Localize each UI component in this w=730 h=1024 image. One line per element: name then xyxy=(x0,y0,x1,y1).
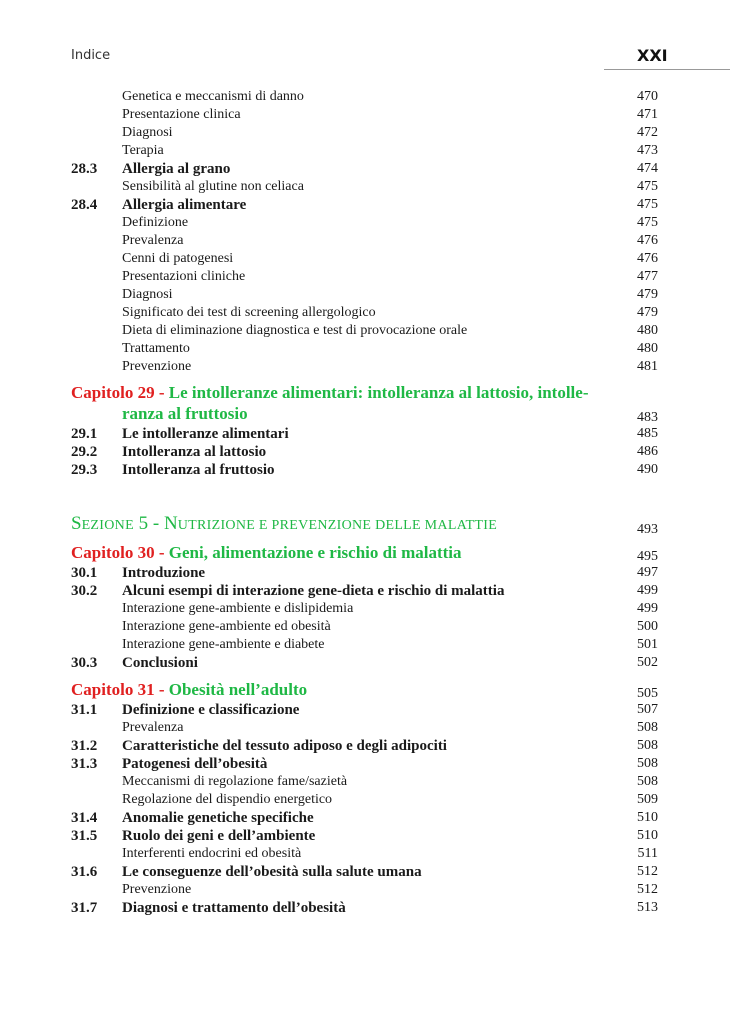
toc-title: Allergia al grano xyxy=(122,161,231,177)
toc-subsection-entry[interactable] xyxy=(0,719,730,737)
toc-page: 483 xyxy=(637,410,658,425)
toc-page: 512 xyxy=(637,864,658,879)
table-of-contents xyxy=(0,88,730,917)
toc-subsection-entry[interactable] xyxy=(0,250,730,268)
toc-title: Intolleranza al lattosio xyxy=(122,444,267,460)
toc-page: 499 xyxy=(637,583,658,598)
toc-page: 481 xyxy=(637,359,658,374)
section-title-initial: N xyxy=(164,513,178,534)
toc-page: 471 xyxy=(637,107,658,122)
header-rule xyxy=(604,69,730,70)
toc-page: 485 xyxy=(637,426,658,441)
toc-title: Genetica e meccanismi di danno xyxy=(122,89,304,104)
toc-section-number: 28.3 xyxy=(71,161,98,177)
toc-section-entry[interactable] xyxy=(0,809,730,827)
toc-page: 508 xyxy=(637,720,658,735)
toc-page: 497 xyxy=(637,565,658,580)
toc-title: Ruolo dei geni e dell’ambiente xyxy=(122,828,316,844)
toc-section-entry[interactable] xyxy=(0,461,730,479)
toc-title: Anomalie genetiche specifiche xyxy=(122,810,314,826)
chapter-29-heading[interactable] xyxy=(0,382,730,403)
toc-subsection-entry[interactable] xyxy=(0,773,730,791)
toc-section-entry[interactable] xyxy=(0,863,730,881)
toc-page: 475 xyxy=(637,215,658,230)
chapter-title: Geni, alimentazione e rischio di malattia xyxy=(168,543,462,562)
toc-subsection-entry[interactable] xyxy=(0,322,730,340)
entries-c xyxy=(0,564,730,672)
chapter-title-cont: ranza al fruttosio xyxy=(122,404,248,423)
toc-title: Prevalenza xyxy=(122,233,184,248)
toc-subsection-entry[interactable] xyxy=(0,88,730,106)
chapter-label: Capitolo 29 - xyxy=(71,383,169,402)
toc-title: Diagnosi e trattamento dell’obesità xyxy=(122,900,346,916)
section-label-rest: EZIONE xyxy=(81,518,134,533)
toc-page: 476 xyxy=(637,251,658,266)
toc-page: 474 xyxy=(637,161,658,176)
toc-title: Meccanismi di regolazione fame/sazietà xyxy=(122,774,348,789)
entries-d xyxy=(0,701,730,917)
toc-title: Le intolleranze alimentari xyxy=(122,426,289,442)
toc-page: 490 xyxy=(637,462,658,477)
toc-title: Le conseguenze dell’obesità sulla salute umana xyxy=(122,864,422,880)
section-label-initial: S xyxy=(71,513,82,534)
toc-page: 477 xyxy=(637,269,658,284)
toc-title: Interferenti endocrini ed obesità xyxy=(122,846,302,861)
toc-section-entry[interactable] xyxy=(0,564,730,582)
toc-title: Conclusioni xyxy=(122,655,198,671)
toc-subsection-entry[interactable] xyxy=(0,358,730,376)
toc-subsection-entry[interactable] xyxy=(0,791,730,809)
toc-page: 512 xyxy=(637,882,658,897)
toc-title: Introduzione xyxy=(122,565,206,581)
section-number: 5 - xyxy=(133,513,164,534)
toc-section-number: 30.2 xyxy=(71,583,98,599)
toc-title: Sensibilità al glutine non celiaca xyxy=(122,179,304,194)
toc-section-number: 29.3 xyxy=(71,462,98,478)
toc-section-entry[interactable] xyxy=(0,737,730,755)
toc-title: Presentazioni cliniche xyxy=(122,269,246,284)
toc-title: Definizione xyxy=(122,215,189,230)
section-title-rest: UTRIZIONE E PREVENZIONE DELLE MALATTIE xyxy=(177,518,498,533)
toc-page: 508 xyxy=(637,756,658,771)
toc-section-number: 30.3 xyxy=(71,655,98,671)
toc-page: 507 xyxy=(637,702,658,717)
toc-page: 476 xyxy=(637,233,658,248)
toc-section-entry[interactable] xyxy=(0,582,730,600)
toc-section-number: 31.3 xyxy=(71,756,98,772)
toc-page: 486 xyxy=(637,444,658,459)
toc-title: Prevenzione xyxy=(122,359,192,374)
section-5-heading[interactable] xyxy=(0,512,730,536)
toc-page: 475 xyxy=(637,197,658,212)
toc-title: Caratteristiche del tessuto adiposo e degli adipociti xyxy=(122,738,447,754)
toc-subsection-entry[interactable] xyxy=(0,142,730,160)
toc-section-entry[interactable] xyxy=(0,425,730,443)
toc-page: 495 xyxy=(637,549,658,564)
page-number: XXI xyxy=(637,46,668,65)
toc-section-entry[interactable] xyxy=(0,827,730,845)
toc-section-entry[interactable] xyxy=(0,196,730,214)
toc-page: 502 xyxy=(637,655,658,670)
chapter-29-heading-cont[interactable] xyxy=(0,403,730,425)
toc-title: Prevenzione xyxy=(122,882,192,897)
toc-title: Allergia alimentare xyxy=(122,197,247,213)
toc-subsection-entry[interactable] xyxy=(0,286,730,304)
toc-section-number: 29.2 xyxy=(71,444,98,460)
toc-subsection-entry[interactable] xyxy=(0,636,730,654)
toc-page: 470 xyxy=(637,89,658,104)
toc-title: Terapia xyxy=(122,143,164,158)
toc-title: Interazione gene-ambiente ed obesità xyxy=(122,619,331,634)
toc-page: 510 xyxy=(637,810,658,825)
toc-page: 479 xyxy=(637,305,658,320)
toc-section-number: 30.1 xyxy=(71,565,98,581)
toc-page: 505 xyxy=(637,686,658,701)
toc-subsection-entry[interactable] xyxy=(0,178,730,196)
toc-subsection-entry[interactable] xyxy=(0,600,730,618)
chapter-title: Le intolleranze alimentari: intolleranza al lattosio, intolle- xyxy=(168,383,589,402)
toc-page: 509 xyxy=(637,792,658,807)
toc-title: Significato dei test di screening allergologico xyxy=(122,305,376,320)
chapter-30-heading[interactable] xyxy=(0,542,730,564)
toc-section-number: 31.5 xyxy=(71,828,98,844)
running-header-label: Indice xyxy=(71,48,111,63)
toc-title: Intolleranza al fruttosio xyxy=(122,462,275,478)
toc-title: Diagnosi xyxy=(122,125,173,140)
toc-title: Cenni di patogenesi xyxy=(122,251,234,266)
toc-title: Dieta di eliminazione diagnostica e test di provocazione orale xyxy=(122,323,468,338)
toc-section-number: 31.6 xyxy=(71,864,98,880)
chapter-label: Capitolo 30 - xyxy=(71,543,169,562)
toc-page: 501 xyxy=(637,637,658,652)
toc-section-number: 29.1 xyxy=(71,426,98,442)
toc-page: 513 xyxy=(637,900,658,915)
toc-subsection-entry[interactable] xyxy=(0,304,730,322)
toc-title: Presentazione clinica xyxy=(122,107,241,122)
toc-section-entry[interactable] xyxy=(0,443,730,461)
toc-page: 475 xyxy=(637,179,658,194)
toc-section-entry[interactable] xyxy=(0,654,730,672)
toc-title: Interazione gene-ambiente e dislipidemia xyxy=(122,601,354,616)
toc-title: Trattamento xyxy=(122,341,190,356)
toc-section-number: 31.7 xyxy=(71,900,98,916)
toc-page: 473 xyxy=(637,143,658,158)
toc-title: Regolazione del dispendio energetico xyxy=(122,792,333,807)
entries-a xyxy=(0,88,730,376)
chapter-31-heading[interactable] xyxy=(0,679,730,701)
chapter-title: Obesità nell’adulto xyxy=(168,680,308,699)
toc-section-number: 31.2 xyxy=(71,738,98,754)
chapter-label: Capitolo 31 - xyxy=(71,680,169,699)
toc-subsection-entry[interactable] xyxy=(0,124,730,142)
toc-page: 508 xyxy=(637,774,658,789)
toc-page: 499 xyxy=(637,601,658,616)
toc-title: Interazione gene-ambiente e diabete xyxy=(122,637,325,652)
toc-title: Diagnosi xyxy=(122,287,173,302)
toc-page: 479 xyxy=(637,287,658,302)
toc-title: Prevalenza xyxy=(122,720,184,735)
toc-section-entry[interactable] xyxy=(0,160,730,178)
toc-section-number: 31.4 xyxy=(71,810,98,826)
toc-page: 472 xyxy=(637,125,658,140)
toc-subsection-entry[interactable] xyxy=(0,214,730,232)
toc-subsection-entry[interactable] xyxy=(0,106,730,124)
toc-page: 510 xyxy=(637,828,658,843)
toc-section-entry[interactable] xyxy=(0,899,730,917)
toc-title: Definizione e classificazione xyxy=(122,702,300,718)
toc-section-number: 28.4 xyxy=(71,197,98,213)
toc-subsection-entry[interactable] xyxy=(0,881,730,899)
entries-b xyxy=(0,425,730,479)
toc-page: 508 xyxy=(637,738,658,753)
toc-title: Patogenesi dell’obesità xyxy=(122,756,268,772)
toc-subsection-entry[interactable] xyxy=(0,268,730,286)
toc-subsection-entry[interactable] xyxy=(0,618,730,636)
toc-subsection-entry[interactable] xyxy=(0,845,730,863)
toc-title: Alcuni esempi di interazione gene-dieta e rischio di malattia xyxy=(122,583,505,599)
toc-section-entry[interactable] xyxy=(0,755,730,773)
toc-page: 511 xyxy=(637,846,658,861)
toc-page: 480 xyxy=(637,341,658,356)
toc-page: 500 xyxy=(637,619,658,634)
toc-subsection-entry[interactable] xyxy=(0,232,730,250)
toc-section-number: 31.1 xyxy=(71,702,98,718)
toc-section-entry[interactable] xyxy=(0,701,730,719)
toc-subsection-entry[interactable] xyxy=(0,340,730,358)
toc-page: 480 xyxy=(637,323,658,338)
toc-page: 493 xyxy=(637,522,658,537)
